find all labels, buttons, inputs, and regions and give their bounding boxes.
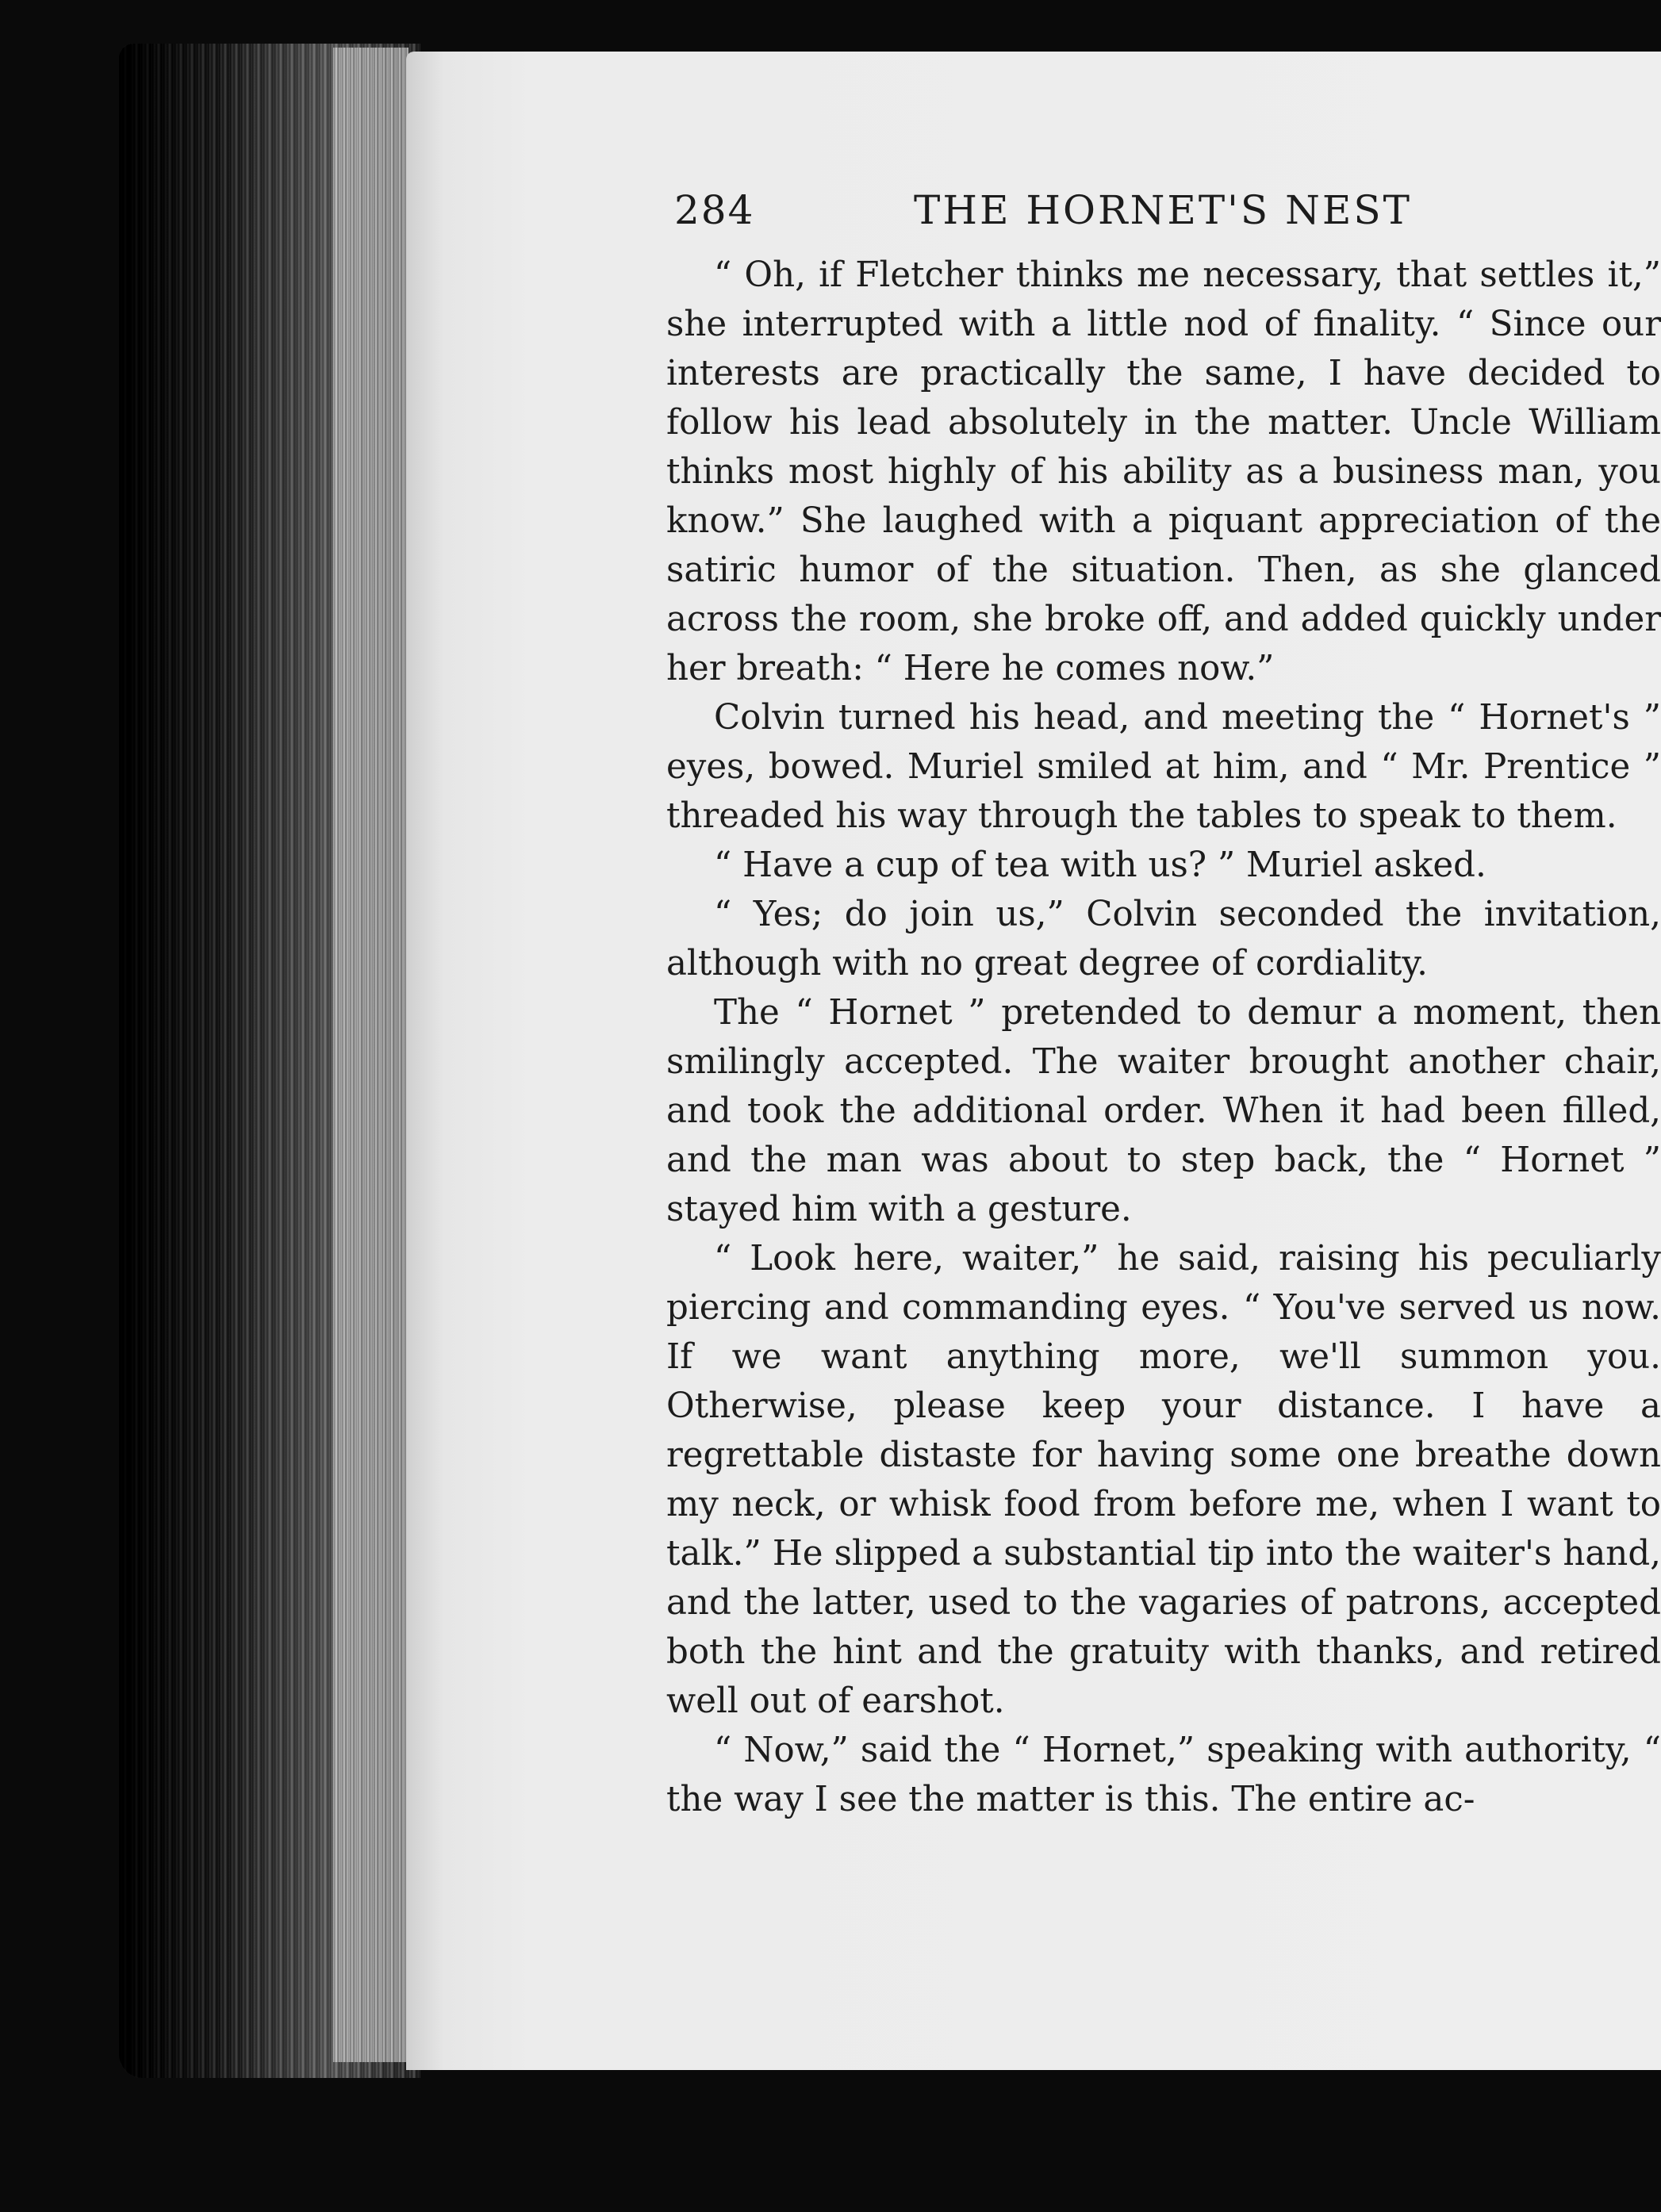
book-title: THE HORNET'S NEST xyxy=(914,187,1412,233)
page-number: 284 xyxy=(674,187,755,233)
body-text xyxy=(666,251,1661,1824)
page-text-block xyxy=(666,187,1661,1824)
paragraph: “ Look here, waiter,” he said, raising his peculiarly piercing and commanding eyes. “ You've served us now. If we want anything more, we'll summon you. Otherwise, please keep your distance. I have a regrettable distaste for having some one breathe down my neck, or whisk food from before me, when I want to talk.” He slipped a substantial tip into the waiter's hand, and the latter, used to the vagaries of patrons, accepted both the hint and the gratuity with thanks, and retired well out of earshot. xyxy=(666,1239,1661,1721)
page-edge-highlight xyxy=(333,48,409,2062)
paragraph: “ Oh, if Fletcher thinks me necessary, that settles it,” she interrupted with a little nod of finality. “ Since our interests are practically the same, I have decided to follow his lead absolutely in the matter. Uncle William thinks most highly of his ability as a business man, you know.” She laughed with a piquant appreciation of the satiric humor of the situation. Then, as she glanced across the room, she broke off, and added quickly under her breath: “ Here he comes now.” xyxy=(666,255,1661,688)
paragraph: “ Now,” said the “ Hornet,” speaking with authority, “ the way I see the matter is this. The entire ac- xyxy=(666,1731,1661,1819)
paragraph: “ Have a cup of tea with us? ” Muriel asked. xyxy=(714,845,1486,885)
running-head xyxy=(666,187,1661,251)
paragraph: Colvin turned his head, and meeting the “ Hornet's ” eyes, bowed. Muriel smiled at him, and “ Mr. Prentice ” threaded his way through the tables to speak to them. xyxy=(666,698,1661,836)
paragraph: “ Yes; do join us,” Colvin seconded the invitation, although with no great degree of cordiality. xyxy=(666,895,1661,983)
paragraph: The “ Hornet ” pretended to demur a moment, then smilingly accepted. The waiter brought another chair, and took the additional order. When it had been filled, and the man was about to step back, the “ Hornet ” stayed him with a gesture. xyxy=(666,993,1661,1229)
